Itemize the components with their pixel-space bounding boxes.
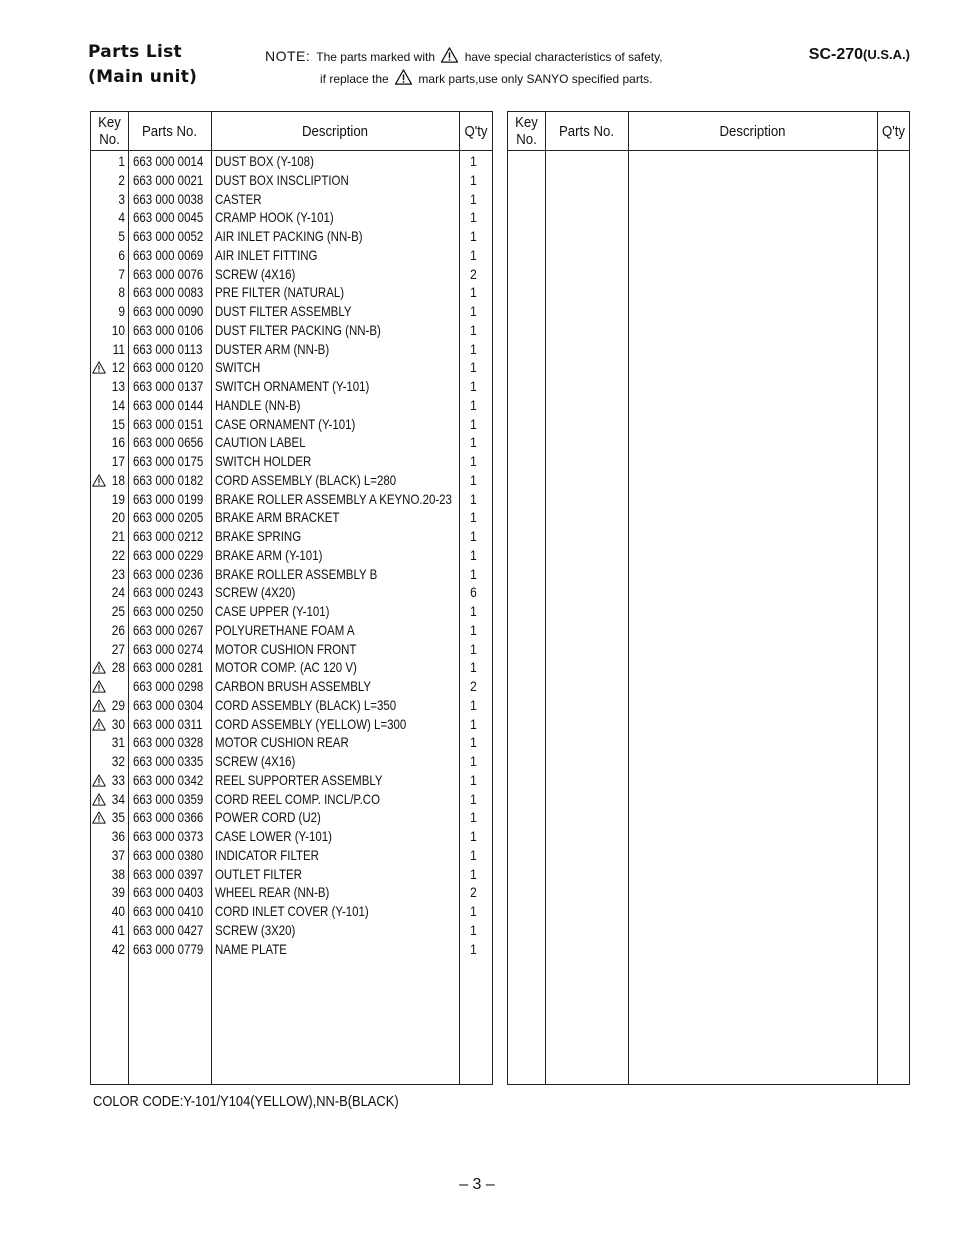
part-description: SCREW (4X16) <box>215 753 296 769</box>
part-quantity: 1 <box>470 453 477 469</box>
key-number: 38 <box>111 865 125 882</box>
part-description: DUST BOX (Y-108) <box>215 153 314 169</box>
part-quantity: 1 <box>470 490 477 507</box>
table-row <box>91 152 492 171</box>
key-number: 15 <box>111 415 125 432</box>
part-description: CORD INLET COVER (Y-101) <box>215 903 369 919</box>
table-row <box>91 396 492 415</box>
table-row <box>91 227 492 246</box>
table-row <box>91 790 492 809</box>
part-number: 663 000 0199 <box>133 490 204 507</box>
part-quantity: 2 <box>470 678 477 694</box>
part-description: NAME PLATE <box>215 940 287 957</box>
part-number: 663 000 0021 <box>133 171 204 188</box>
part-number: 663 000 0335 <box>133 753 204 769</box>
part-number: 663 000 0281 <box>133 659 204 676</box>
part-number: 663 000 0182 <box>133 471 204 488</box>
part-number: 663 000 0427 <box>133 921 204 938</box>
part-description: REEL SUPPORTER ASSEMBLY <box>215 771 383 788</box>
key-number: 12 <box>111 359 125 376</box>
part-description: POLYURETHANE FOAM A <box>215 621 355 638</box>
part-quantity: 1 <box>470 359 477 376</box>
part-quantity: 1 <box>470 715 477 732</box>
header-parts-no: Parts No. <box>141 122 198 140</box>
parts-table-right <box>507 111 910 1085</box>
part-description: BRAKE SPRING <box>215 528 302 544</box>
header-qty: Q'ty <box>881 122 906 140</box>
part-number: 663 000 0038 <box>133 190 204 207</box>
part-description: SCREW (4X20) <box>215 584 296 601</box>
key-number: 1 <box>118 153 125 169</box>
part-number: 663 000 0656 <box>133 434 204 451</box>
part-quantity: 1 <box>470 509 477 526</box>
part-description: PRE FILTER (NATURAL) <box>215 284 345 301</box>
key-number: 21 <box>111 528 125 544</box>
table-row <box>91 190 492 209</box>
part-quantity: 1 <box>470 209 477 226</box>
key-number: 42 <box>111 940 125 957</box>
part-number: 663 000 0236 <box>133 565 204 582</box>
table-row <box>91 321 492 340</box>
part-description: BRAKE ARM BRACKET <box>215 509 340 526</box>
note-line1-pre: The parts marked with <box>316 50 435 64</box>
part-number: 663 000 0304 <box>133 696 204 713</box>
part-quantity: 1 <box>470 809 477 826</box>
table-row <box>91 565 492 584</box>
part-number: 663 000 0366 <box>133 809 204 826</box>
part-quantity: 1 <box>470 828 477 844</box>
key-number: 18 <box>111 471 125 488</box>
table-row <box>91 208 492 227</box>
header-description: Description <box>719 122 786 140</box>
part-quantity: 1 <box>470 471 477 488</box>
key-number: 23 <box>111 565 125 582</box>
part-quantity: 1 <box>470 378 477 394</box>
key-number: 16 <box>111 434 125 451</box>
table-row <box>91 433 492 452</box>
table-row <box>91 358 492 377</box>
table-row <box>91 696 492 715</box>
key-number: 41 <box>111 921 125 938</box>
part-description: CORD ASSEMBLY (BLACK) L=280 <box>215 471 397 488</box>
safety-note <box>265 45 663 90</box>
key-number: 29 <box>111 696 125 713</box>
part-description: CASE UPPER (Y-101) <box>215 603 330 619</box>
key-number: 10 <box>111 321 125 338</box>
warning-triangle-icon <box>440 47 459 63</box>
part-quantity: 1 <box>470 546 477 563</box>
header-qty: Q'ty <box>464 122 488 140</box>
part-description: MOTOR CUSHION REAR <box>215 734 349 751</box>
part-description: CORD ASSEMBLY (YELLOW) L=300 <box>215 715 407 732</box>
key-number: 26 <box>111 621 125 638</box>
key-number: 22 <box>111 546 125 563</box>
key-number: 7 <box>118 265 125 282</box>
key-number: 40 <box>111 903 125 919</box>
parts-rows <box>91 152 492 958</box>
table-row <box>91 827 492 846</box>
part-description: DUST BOX INSCLIPTION <box>215 171 349 188</box>
part-description: AIR INLET PACKING (NN-B) <box>215 228 363 244</box>
table-row <box>91 846 492 865</box>
part-number: 663 000 0380 <box>133 846 204 863</box>
key-number: 2 <box>118 171 125 188</box>
table-row <box>91 340 492 359</box>
part-description: SWITCH ORNAMENT (Y-101) <box>215 378 370 394</box>
part-number: 663 000 0144 <box>133 396 204 413</box>
model-number <box>809 46 910 64</box>
warning-triangle-icon <box>394 69 413 85</box>
part-quantity: 1 <box>470 415 477 432</box>
part-description: CAUTION LABEL <box>215 434 306 451</box>
key-number: 6 <box>118 246 125 263</box>
part-number: 663 000 0069 <box>133 246 204 263</box>
part-quantity: 1 <box>470 171 477 188</box>
color-code-note: COLOR CODE:Y-101/Y104(YELLOW),NN-B(BLACK) <box>93 1093 399 1110</box>
key-number: 9 <box>118 303 125 319</box>
part-description: CRAMP HOOK (Y-101) <box>215 209 334 226</box>
part-number: 663 000 0274 <box>133 640 204 657</box>
part-description: BRAKE ROLLER ASSEMBLY A KEYNO.20-23 <box>215 490 452 507</box>
key-number: 32 <box>111 753 125 769</box>
header-key-no: Key No. <box>98 114 121 148</box>
key-number: 24 <box>111 584 125 601</box>
part-quantity: 2 <box>470 265 477 282</box>
part-description: DUST FILTER PACKING (NN-B) <box>215 321 381 338</box>
key-number: 14 <box>111 396 125 413</box>
key-number: 5 <box>118 228 125 244</box>
table-row <box>91 171 492 190</box>
header-parts-no: Parts No. <box>558 122 615 140</box>
key-number: 37 <box>111 846 125 863</box>
part-number: 663 000 0373 <box>133 828 204 844</box>
key-number: 36 <box>111 828 125 844</box>
part-quantity: 1 <box>470 940 477 957</box>
key-number: 39 <box>111 884 125 901</box>
page-title <box>88 40 197 90</box>
title-line-2: (Main unit) <box>88 67 198 87</box>
table-row <box>91 658 492 677</box>
part-number: 663 000 0106 <box>133 321 204 338</box>
note-line2-pre: if replace the <box>320 72 389 86</box>
part-description: OUTLET FILTER <box>215 865 302 882</box>
table-row <box>91 546 492 565</box>
part-quantity: 1 <box>470 246 477 263</box>
part-number: 663 000 0779 <box>133 940 204 957</box>
table-row <box>91 602 492 621</box>
table-row <box>91 490 492 509</box>
part-description: MOTOR CUSHION FRONT <box>215 640 357 657</box>
key-number: 34 <box>111 790 125 807</box>
table-row <box>91 283 492 302</box>
table-row <box>91 921 492 940</box>
title-line-1: Parts List <box>88 42 182 62</box>
part-quantity: 1 <box>470 771 477 788</box>
part-quantity: 1 <box>470 153 477 169</box>
table-row <box>91 415 492 434</box>
part-number: 663 000 0205 <box>133 509 204 526</box>
part-quantity: 1 <box>470 696 477 713</box>
parts-table-left <box>90 111 493 1085</box>
part-description: POWER CORD (U2) <box>215 809 321 826</box>
table-row <box>91 452 492 471</box>
part-description: BRAKE ARM (Y-101) <box>215 546 323 563</box>
part-description: SWITCH HOLDER <box>215 453 312 469</box>
part-quantity: 1 <box>470 621 477 638</box>
table-row <box>91 715 492 734</box>
key-number: 28 <box>111 659 125 676</box>
key-number: 20 <box>111 509 125 526</box>
part-quantity: 1 <box>470 228 477 244</box>
key-number: 31 <box>111 734 125 751</box>
part-quantity: 1 <box>470 846 477 863</box>
part-quantity: 1 <box>470 790 477 807</box>
part-number: 663 000 0076 <box>133 265 204 282</box>
table-row <box>91 865 492 884</box>
part-quantity: 1 <box>470 303 477 319</box>
part-quantity: 1 <box>470 753 477 769</box>
part-number: 663 000 0359 <box>133 790 204 807</box>
header-key-no: Key No. <box>515 114 538 148</box>
part-description: SCREW (4X16) <box>215 265 296 282</box>
part-number: 663 000 0052 <box>133 228 204 244</box>
part-quantity: 2 <box>470 884 477 901</box>
part-number: 663 000 0397 <box>133 865 204 882</box>
part-number: 663 000 0014 <box>133 153 204 169</box>
key-number: 27 <box>111 640 125 657</box>
part-quantity: 1 <box>470 190 477 207</box>
key-number: 4 <box>118 209 125 226</box>
part-number: 663 000 0113 <box>133 340 203 357</box>
part-number: 663 000 0243 <box>133 584 204 601</box>
table-row <box>91 752 492 771</box>
part-number: 663 000 0045 <box>133 209 204 226</box>
part-description: HANDLE (NN-B) <box>215 396 301 413</box>
part-description: SCREW (3X20) <box>215 921 296 938</box>
part-number: 663 000 0342 <box>133 771 204 788</box>
table-row <box>91 883 492 902</box>
table-row <box>91 471 492 490</box>
part-description: DUST FILTER ASSEMBLY <box>215 303 352 319</box>
page-number: – 3 – <box>459 1176 495 1193</box>
part-description: WHEEL REAR (NN-B) <box>215 884 330 901</box>
key-number: 3 <box>118 190 125 207</box>
part-quantity: 1 <box>470 603 477 619</box>
part-description: DUSTER ARM (NN-B) <box>215 340 330 357</box>
part-quantity: 1 <box>470 865 477 882</box>
table-row <box>91 508 492 527</box>
table-row <box>91 940 492 959</box>
part-quantity: 1 <box>470 340 477 357</box>
table-row <box>91 583 492 602</box>
part-quantity: 6 <box>470 584 477 601</box>
table-row <box>91 640 492 659</box>
part-description: CASTER <box>215 190 262 207</box>
key-number: 17 <box>111 453 125 469</box>
part-number: 663 000 0137 <box>133 378 204 394</box>
note-line2-post: mark parts,use only SANYO specified parts. <box>418 72 653 86</box>
part-description: CASE LOWER (Y-101) <box>215 828 332 844</box>
table-row <box>91 771 492 790</box>
part-quantity: 1 <box>470 284 477 301</box>
part-quantity: 1 <box>470 921 477 938</box>
part-number: 663 000 0267 <box>133 621 204 638</box>
part-number: 663 000 0298 <box>133 678 204 694</box>
part-number: 663 000 0250 <box>133 603 204 619</box>
part-number: 663 000 0403 <box>133 884 204 901</box>
key-number: 13 <box>111 378 125 394</box>
part-number: 663 000 0090 <box>133 303 204 319</box>
part-number: 663 000 0212 <box>133 528 204 544</box>
part-quantity: 1 <box>470 903 477 919</box>
part-description: INDICATOR FILTER <box>215 846 319 863</box>
part-description: MOTOR COMP. (AC 120 V) <box>215 659 357 676</box>
table-row <box>91 302 492 321</box>
part-quantity: 1 <box>470 321 477 338</box>
part-number: 663 000 0410 <box>133 903 204 919</box>
part-number: 663 000 0229 <box>133 546 204 563</box>
note-label: NOTE: <box>265 48 311 64</box>
table-row <box>91 621 492 640</box>
part-quantity: 1 <box>470 528 477 544</box>
part-quantity: 1 <box>470 640 477 657</box>
table-row <box>91 246 492 265</box>
part-description: BRAKE ROLLER ASSEMBLY B <box>215 565 378 582</box>
key-number: 25 <box>111 603 125 619</box>
part-number: 663 000 0328 <box>133 734 204 751</box>
part-description: SWITCH <box>215 359 261 376</box>
model-region: (U.S.A.) <box>863 47 910 62</box>
table-row <box>91 808 492 827</box>
part-quantity: 1 <box>470 659 477 676</box>
model-code: SC-270 <box>808 46 864 63</box>
part-number: 663 000 0175 <box>133 453 204 469</box>
part-description: CASE ORNAMENT (Y-101) <box>215 415 356 432</box>
table-row <box>91 677 492 696</box>
part-quantity: 1 <box>470 565 477 582</box>
key-number: 30 <box>111 715 125 732</box>
part-description: CORD REEL COMP. INCL/P.CO <box>215 790 381 807</box>
part-description: CORD ASSEMBLY (BLACK) L=350 <box>215 696 397 713</box>
table-row <box>91 377 492 396</box>
table-row <box>91 527 492 546</box>
note-line1-post: have special characteristics of safety, <box>464 50 663 64</box>
table-row <box>91 902 492 921</box>
part-number: 663 000 0311 <box>133 715 203 732</box>
part-number: 663 000 0083 <box>133 284 204 301</box>
table-row <box>91 733 492 752</box>
part-number: 663 000 0151 <box>133 415 204 432</box>
part-description: AIR INLET FITTING <box>215 246 318 263</box>
part-quantity: 1 <box>470 434 477 451</box>
key-number: 19 <box>111 490 125 507</box>
key-number: 35 <box>111 809 125 826</box>
part-quantity: 1 <box>470 734 477 751</box>
key-number: 8 <box>118 284 125 301</box>
part-description: CARBON BRUSH ASSEMBLY <box>215 678 372 694</box>
key-number: 11 <box>112 340 125 357</box>
header-description: Description <box>301 122 369 140</box>
table-row <box>91 265 492 284</box>
part-quantity: 1 <box>470 396 477 413</box>
key-number: 33 <box>111 771 125 788</box>
part-number: 663 000 0120 <box>133 359 204 376</box>
